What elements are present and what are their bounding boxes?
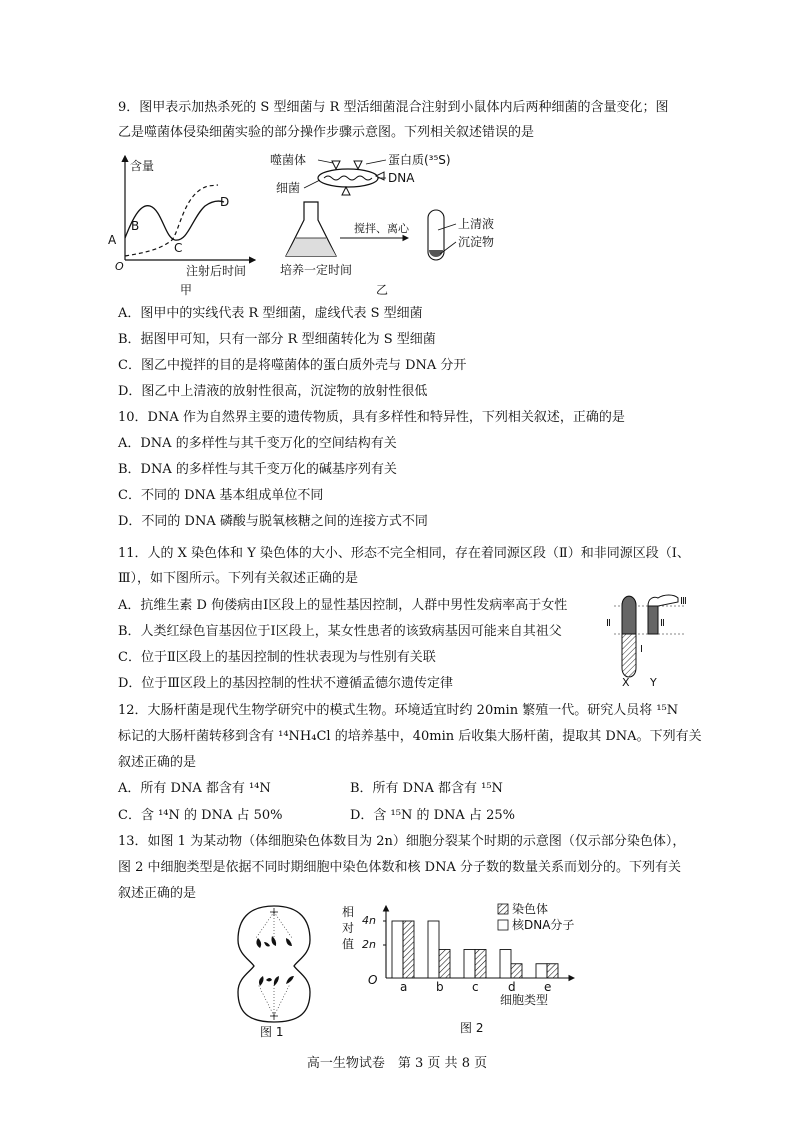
ylabel: 含量 <box>130 159 155 173</box>
point-a-label: A <box>108 233 117 247</box>
region-2-label-y: Ⅱ <box>660 618 665 629</box>
dna-label: DNA <box>388 171 415 185</box>
q12-option-b: B．所有 DNA 都含有 ¹⁵N <box>350 781 503 796</box>
chromosome-icons <box>256 936 294 986</box>
ylabel-char-2: 对 <box>342 921 355 935</box>
category-label-a: a <box>400 980 408 994</box>
q11-stem-line1: 11．人的 X 染色体和 Y 染色体的大小、形态不完全相同，存在着同源区段（Ⅱ）和非同源区段（Ⅰ、 <box>118 546 690 561</box>
q10-option-a: A．DNA 的多样性与其千变万化的空间结构有关 <box>118 436 397 451</box>
q10-option-b: B．DNA 的多样性与其千变万化的碱基序列有关 <box>118 462 397 477</box>
legend-dna-label: 核DNA分子 <box>512 918 575 932</box>
y-label: Y <box>650 676 657 688</box>
x-label: X <box>622 676 630 688</box>
q9-option-b: B．据图甲可知，只有一部分 R 型细菌转化为 S 型细菌 <box>118 332 436 347</box>
q9-option-d: D．图乙中上清液的放射性很高，沉淀物的放射性很低 <box>118 384 428 399</box>
chart-xlabel: 细胞类型 <box>500 993 549 1007</box>
q13-figure-2-chart <box>340 902 586 1038</box>
point-d-label: D <box>220 195 230 209</box>
legend-swatch-chromosome <box>498 904 508 914</box>
supernatant-label: 上清液 <box>458 217 495 231</box>
point-c-label: C <box>174 241 183 255</box>
q12-stem-line3: 叙述正确的是 <box>118 755 197 770</box>
q10-option-d: D．不同的 DNA 磷酸与脱氧核糖之间的连接方式不同 <box>118 514 428 529</box>
category-label-b: b <box>436 980 444 994</box>
page-footer: 高一生物试卷 第 3 页 共 8 页 <box>306 1056 488 1071</box>
fig1-caption: 图 1 <box>260 1025 284 1038</box>
legend-chromosome-label: 染色体 <box>512 902 549 916</box>
q12-stem-line2: 标记的大肠杆菌转移到含有 ¹⁴NH₄Cl 的培养基中，40min 后收集大肠杆菌，提取其 DNA。下列有关 <box>118 729 702 744</box>
fig2-caption: 图 2 <box>460 1021 484 1035</box>
q11-option-d: D．位于Ⅲ区段上的基因控制的性状不遵循孟德尔遗传定律 <box>118 676 453 691</box>
tick-4n: 4n <box>362 914 376 927</box>
q11-xy-chromosome-figure <box>604 588 700 688</box>
solid-curve <box>125 201 224 240</box>
xlabel: 注射后时间 <box>186 264 247 278</box>
q10-option-c: C．不同的 DNA 基本组成单位不同 <box>118 488 324 503</box>
origin-label: O <box>115 260 124 273</box>
point-b-label: B <box>131 219 140 233</box>
region-1-label: Ⅰ <box>640 644 643 655</box>
bar-chromosome-b <box>439 950 450 979</box>
chart-origin: O <box>368 973 378 987</box>
bar-dna-c <box>464 950 475 979</box>
q12-stem-line1: 12．大肠杆菌是现代生物学研究中的模式生物。环境适宜时约 20min 繁殖一代。研究人员将 ¹⁵N <box>118 703 679 718</box>
q13-stem-line2: 图 2 中细胞类型是依据不同时期细胞中染色体数和核 DNA 分子数的数量关系而划分的。下列有关 <box>118 860 681 875</box>
bar-chromosome-a <box>403 921 414 978</box>
caption-jia: 甲 <box>180 283 193 297</box>
q12-option-c: C．含 ¹⁴N 的 DNA 占 50% <box>118 808 283 823</box>
phage-label: 噬菌体 <box>270 153 307 167</box>
bar-dna-a <box>392 921 403 978</box>
legend-swatch-dna <box>498 920 508 930</box>
bar-dna-d <box>500 950 511 979</box>
q11-option-c: C．位于Ⅱ区段上的基因控制的性状表现为与性别有关联 <box>118 650 436 665</box>
category-label-d: d <box>508 980 516 994</box>
q9-figure-jia <box>100 148 260 298</box>
caption-yi: 乙 <box>376 283 389 297</box>
dividing-cell-outline <box>238 906 310 1022</box>
category-label-c: c <box>472 980 479 994</box>
q13-figure-1 <box>228 898 320 1038</box>
q11-stem-line2: Ⅲ），如下图所示。下列有关叙述正确的是 <box>118 571 359 586</box>
protein-label: 蛋白质(³⁵S) <box>388 153 451 167</box>
q11-option-a: A．抗维生素 D 佝偻病由Ⅰ区段上的显性基因控制，人群中男性发病率高于女性 <box>118 598 568 613</box>
q10-stem: 10．DNA 作为自然界主要的遗传物质，具有多样性和特异性，下列相关叙述，正确的是 <box>118 410 625 425</box>
tick-2n: 2n <box>362 938 376 951</box>
step-label: 搅拌、离心 <box>354 222 409 235</box>
bar-dna-b <box>428 921 439 978</box>
q12-option-a: A．所有 DNA 都含有 ¹⁴N <box>118 781 271 796</box>
q9-option-c: C．图乙中搅拌的目的是将噬菌体的蛋白质外壳与 DNA 分开 <box>118 358 467 373</box>
q13-stem-line3: 叙述正确的是 <box>118 886 197 901</box>
q9-stem-line2: 乙是噬菌体侵染细菌实验的部分操作步骤示意图。下列相关叙述错误的是 <box>118 125 535 140</box>
bar-dna-e <box>536 964 547 978</box>
culture-label: 培养一定时间 <box>280 263 353 277</box>
category-label-e: e <box>544 980 552 994</box>
region-2-label-x: Ⅱ <box>606 618 611 629</box>
ylabel-char-1: 相 <box>342 905 355 919</box>
bar-chromosome-e <box>547 964 558 978</box>
q11-option-b: B．人类红绿色盲基因位于Ⅰ区段上，某女性患者的该致病基因可能来自其祖父 <box>118 624 562 639</box>
q9-stem-line1: 9．图甲表示加热杀死的 S 型细菌与 R 型活细菌混合注射到小鼠体内后两种细菌的含量变化；图 <box>118 100 669 115</box>
region-3-label: Ⅲ <box>680 596 687 607</box>
sediment-label: 沉淀物 <box>458 235 495 249</box>
q9-figure-yi <box>268 150 504 298</box>
bar-chromosome-c <box>475 950 486 979</box>
bacteria-label: 细菌 <box>276 181 301 195</box>
q12-option-d: D．含 ¹⁵N 的 DNA 占 25% <box>350 808 515 823</box>
ylabel-char-3: 值 <box>342 937 355 951</box>
q13-stem-line1: 13．如图 1 为某动物（体细胞染色体数目为 2n）细胞分裂某个时期的示意图（仅示部分染色体）， <box>118 834 686 849</box>
q9-option-a: A．图甲中的实线代表 R 型细菌，虚线代表 S 型细菌 <box>118 306 423 321</box>
bar-chromosome-d <box>511 964 522 978</box>
